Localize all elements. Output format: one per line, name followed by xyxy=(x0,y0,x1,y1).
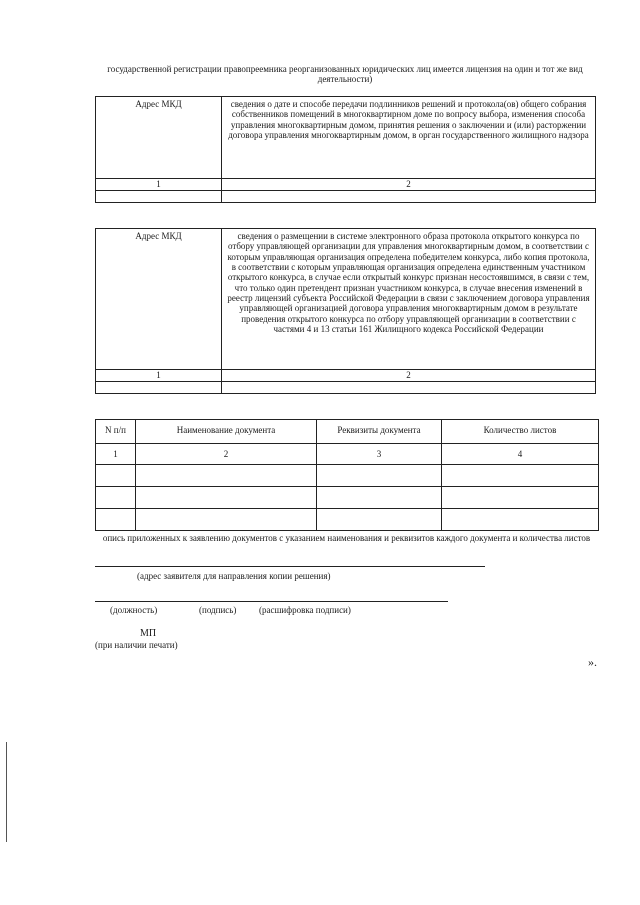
table-row xyxy=(96,509,599,531)
table2-col1-header: Адрес МКД xyxy=(96,229,222,370)
signature-label: (подпись) xyxy=(199,605,237,615)
table1-empty-cell[interactable] xyxy=(96,191,222,203)
intro-text: государственной регистрации правопреемника реорганизованных юридических лиц имеется лицензия на один и тот же вид деятельности) xyxy=(107,64,583,85)
table3-num-3: 3 xyxy=(317,444,442,465)
table2-num-2: 2 xyxy=(222,370,596,382)
table1-col2-header: сведения о дате и способе передачи подлинников решений и протокола(ов) общего собрания собственников помещений в многоквартирном доме по вопросу выбора, изменения способа управления многоквартирным домом, принятия решения о заключении и (или) расторжении договора управления многоквартирным домом, в орган государственного жилищного надзора xyxy=(222,97,596,179)
table3-empty-cell[interactable] xyxy=(96,509,136,531)
table3-empty-cell[interactable] xyxy=(136,509,317,531)
table3-empty-cell[interactable] xyxy=(96,487,136,509)
table2-empty-cell[interactable] xyxy=(222,382,596,394)
closing-mark: ». xyxy=(588,655,597,669)
table1-col1-header: Адрес МКД xyxy=(96,97,222,179)
table3-header-name: Наименование документа xyxy=(136,420,317,444)
table3-empty-cell[interactable] xyxy=(317,509,442,531)
table-competition-info xyxy=(95,228,596,394)
table-row xyxy=(96,465,599,487)
table3-empty-cell[interactable] xyxy=(136,465,317,487)
table3-header-number: N п/п xyxy=(96,420,136,444)
table3-header-sheets: Количество листов xyxy=(442,420,599,444)
table3-empty-cell[interactable] xyxy=(96,465,136,487)
table3-empty-cell[interactable] xyxy=(136,487,317,509)
table3-num-2: 2 xyxy=(136,444,317,465)
signature-decoding-label: (расшифровка подписи) xyxy=(259,605,351,615)
table1-num-1: 1 xyxy=(96,179,222,191)
table3-num-1: 1 xyxy=(96,444,136,465)
table3-empty-cell[interactable] xyxy=(442,487,599,509)
table-delivery-info xyxy=(95,96,596,203)
table3-empty-cell[interactable] xyxy=(317,465,442,487)
table2-num-1: 1 xyxy=(96,370,222,382)
table2-col2-header: сведения о размещении в системе электронного образа протокола открытого конкурса по отбору управляющей организации для управления многоквартирным домом, в соответствии с которым управляющая организация определена победителем конкурса, либо копия протокола, в соответствии с которым управляющая организация определена единственным участником открытого конкурса, в случае если открытый конкурс признан несостоявшимся, в связи с тем, что только один претендент признан участником конкурса, в случае внесения изменений в реестр лицензий субъекта Российской Федерации в связи с заключением договора управления управляющей организацией договора управления многоквартирным домом в результате проведения открытого конкурса по отбору управляющей организации в соответствии с частями 4 и 13 статьи 161 Жилищного кодекса Российской Федерации xyxy=(222,229,596,370)
stamp-label: МП xyxy=(140,628,157,639)
table1-num-2: 2 xyxy=(222,179,596,191)
table3-header-details: Реквизиты документа xyxy=(317,420,442,444)
stamp-note: (при наличии печати) xyxy=(95,640,178,650)
table3-num-4: 4 xyxy=(442,444,599,465)
table3-empty-cell[interactable] xyxy=(442,509,599,531)
position-label: (должность) xyxy=(110,605,158,615)
signature-line[interactable] xyxy=(95,601,448,602)
table1-empty-cell[interactable] xyxy=(222,191,596,203)
address-label: (адрес заявителя для направления копии решения) xyxy=(137,571,331,581)
table-row xyxy=(96,487,599,509)
table3-empty-cell[interactable] xyxy=(442,465,599,487)
address-line[interactable] xyxy=(95,566,485,567)
scan-edge-line xyxy=(6,742,7,842)
table-documents-inventory xyxy=(95,419,599,531)
table2-empty-cell[interactable] xyxy=(96,382,222,394)
table3-empty-cell[interactable] xyxy=(317,487,442,509)
inventory-caption: опись приложенных к заявлению документов с указанием наименования и реквизитов каждого документа и количества листов xyxy=(102,533,591,543)
